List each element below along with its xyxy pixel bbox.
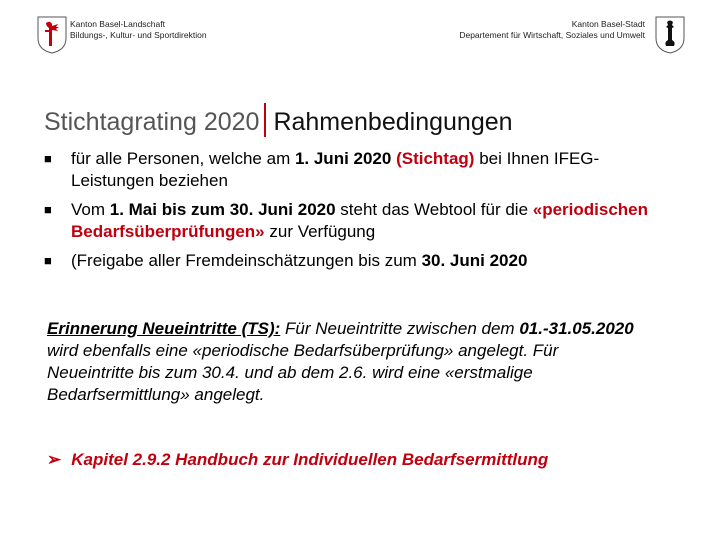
header-right	[459, 19, 645, 41]
arrow-bullet-icon: ➢	[47, 450, 62, 469]
bullet-square-icon: ■	[44, 151, 52, 166]
reminder-paragraph: Erinnerung Neueintritte (TS): Für Neueintritte zwischen dem 01.-31.05.2020 wird ebenfalls eine «periodische Bedarfsüberprüfung» angelegt. Für Neueintritte bis zum 30.4. und ab dem 2.6. wird eine «erstmalige Bedarfsermittlung» angelegt.	[47, 319, 634, 404]
basel-landschaft-crest-icon	[37, 16, 67, 54]
handbook-reference-text: Kapitel 2.9.2 Handbuch zur Individuellen Bedarfsermittlung	[71, 450, 549, 469]
bullet-list	[44, 148, 684, 279]
bullet-square-icon: ■	[44, 202, 52, 217]
basel-stadt-crest-icon	[655, 16, 685, 54]
title-main: Rahmenbedingungen	[273, 108, 513, 136]
header-left-department: Bildungs-, Kultur- und Sportdirektion	[70, 30, 207, 40]
stichtag-highlight: (Stichtag)	[396, 149, 475, 168]
handbook-reference	[47, 449, 548, 471]
title-separator	[264, 103, 266, 137]
bullet-item: ■ für alle Personen, welche am 1. Juni 2020 (Stichtag) bei Ihnen IFEG- Leistungen beziehen	[44, 149, 600, 190]
bullet-item: ■ (Freigabe aller Fremdeinschätzungen bis zum 30. Juni 2020	[44, 251, 528, 270]
bullet-square-icon: ■	[44, 253, 52, 268]
reminder-heading: Erinnerung Neueintritte (TS):	[47, 319, 281, 338]
bullet-item: ■ Vom 1. Mai bis zum 30. Juni 2020 steht das Webtool für die «periodischen Bedarfsüberprüfungen» zur Verfügung	[44, 200, 649, 241]
reminder-date-range: 01.-31.05.2020	[519, 319, 634, 338]
slide-title	[44, 103, 513, 137]
header-right-department: Departement für Wirtschaft, Soziales und Umwelt	[459, 30, 645, 40]
header-left	[70, 19, 207, 41]
webtool-highlight: «periodischen Bedarfsüberprüfungen»	[71, 200, 649, 241]
title-prefix: Stichtagrating 2020	[44, 108, 260, 136]
header-right-canton: Kanton Basel-Stadt	[571, 19, 645, 29]
header-left-canton: Kanton Basel-Landschaft	[70, 19, 165, 29]
